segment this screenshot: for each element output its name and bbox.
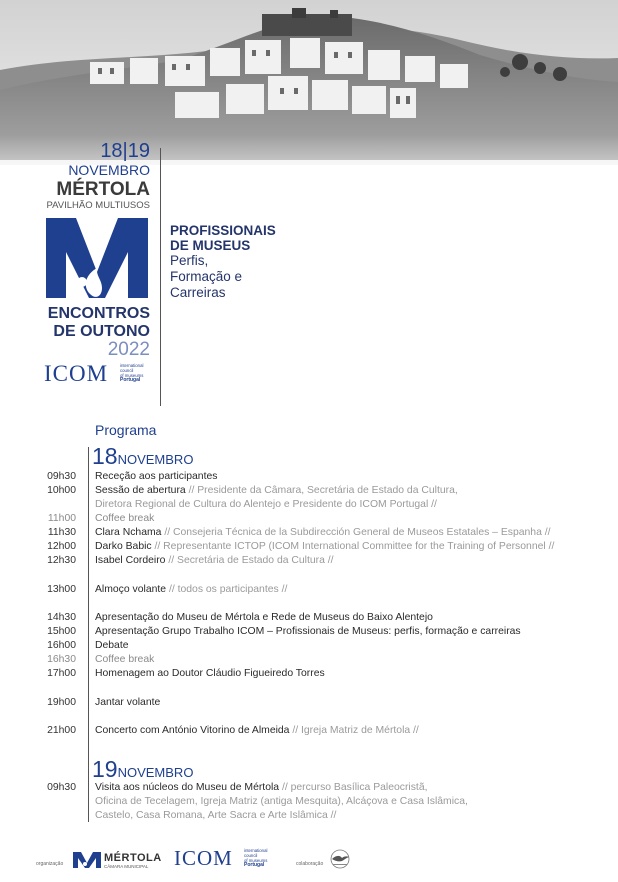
icom-tag-2: council xyxy=(120,368,134,373)
collab-label: colaboração xyxy=(296,861,324,867)
collaborator-bird-logo-icon xyxy=(326,848,354,870)
icom-logo xyxy=(44,362,108,386)
session-note: Diretora Regional de Cultura do Alentejo e Presidente do ICOM Portugal // xyxy=(95,499,437,510)
event-name-line1: ENCONTROS xyxy=(47,305,150,322)
footer-icom-tagline xyxy=(244,848,267,868)
footer-icom-tag-4: Portugal xyxy=(244,862,265,868)
session-note: // percurso Basílica Paleocristã, xyxy=(281,782,428,793)
footer-icom-wordmark: ICOM xyxy=(174,846,233,870)
session-time: 17h00 xyxy=(47,668,76,679)
session-title: Jantar volante xyxy=(95,697,161,708)
day2-month: NOVEMBRO xyxy=(117,765,194,780)
topic-subtitle-3: Carreiras xyxy=(170,285,226,300)
topic-subtitle-1: Perfis, xyxy=(170,253,209,268)
session-time: 09h30 xyxy=(47,782,76,793)
session-title: Coffee break xyxy=(95,513,155,524)
session-time: 15h00 xyxy=(47,626,76,637)
session-time: 11h00 xyxy=(47,513,76,524)
session-time: 19h00 xyxy=(47,697,76,708)
session-note: // todos os participantes // xyxy=(168,584,288,595)
session-note: // Consejeria Técnica de la Subdirección General de Museos Estatales – Espanha // xyxy=(164,527,551,538)
m-logo-icon xyxy=(42,212,152,304)
session-title: Coffee break xyxy=(95,654,155,665)
session-title: Almoço volante xyxy=(95,584,167,595)
session-title: Concerto com António Vitorino de Almeida xyxy=(95,725,290,736)
session-time: 09h30 xyxy=(47,471,76,482)
icom-tag-1: international xyxy=(120,363,144,368)
mertola-wordmark: MÉRTOLA xyxy=(104,852,162,864)
session-title: Apresentação Grupo Trabalho ICOM – Profissionais de Museus: perfis, formação e carreiras xyxy=(95,626,521,637)
programa-title: Programa xyxy=(95,422,157,438)
session-title: Isabel Cordeiro xyxy=(95,555,166,566)
event-year: 2022 xyxy=(107,339,150,360)
session-title: Visita aos núcleos do Museu de Mértola xyxy=(95,782,280,793)
session-time: 14h30 xyxy=(47,612,76,623)
event-month: NOVEMBRO xyxy=(68,162,150,178)
session-time: 10h00 xyxy=(47,485,76,496)
session-note: Castelo, Casa Romana, Arte Sacra e Arte Islâmica // xyxy=(95,810,337,821)
icom-wordmark: ICOM xyxy=(44,361,109,386)
session-note: // Representante ICTOP (ICOM International Committee for the Training of Personnel // xyxy=(154,541,555,552)
event-dates: 18|19 xyxy=(100,140,150,162)
session-title: Darko Babic xyxy=(95,541,152,552)
footer-icom-tag-1: international xyxy=(244,848,268,853)
session-time: 21h00 xyxy=(47,725,76,736)
session-title: Apresentação do Museu de Mértola e Rede de Museus do Baixo Alentejo xyxy=(95,612,433,623)
event-name-line2: DE OUTONO xyxy=(53,323,150,340)
footer-icom-tag-2: council xyxy=(244,853,258,858)
session-title: Sessão de abertura xyxy=(95,485,186,496)
session-time: 16h30 xyxy=(47,654,76,665)
session-title: Debate xyxy=(95,640,129,651)
timeline-line xyxy=(88,447,89,822)
icom-tag-4: Portugal xyxy=(120,377,141,383)
session-note: // Presidente da Câmara, Secretária de Estado da Cultura, xyxy=(188,485,458,496)
icom-tagline xyxy=(120,363,143,383)
day1-number: 18 xyxy=(92,443,118,469)
session-title: Clara Nchama xyxy=(95,527,162,538)
session-note: // Secretária de Estado da Cultura // xyxy=(168,555,334,566)
topic-subtitle-2: Formação e xyxy=(170,269,243,284)
org-label: organização xyxy=(36,861,64,867)
session-time: 12h30 xyxy=(47,555,76,566)
topic-title-1: PROFISSIONAIS xyxy=(170,223,276,238)
event-venue: PAVILHÃO MULTIUSOS xyxy=(46,200,150,211)
icom-tag-3: of museums xyxy=(120,373,144,378)
session-title: Homenagem ao Doutor Cláudio Figueiredo Torres xyxy=(95,668,325,679)
mertola-subtitle: CÂMARA MUNICIPAL xyxy=(104,864,149,869)
header-divider xyxy=(160,148,161,406)
day1-month: NOVEMBRO xyxy=(117,452,194,467)
event-city: MÉRTOLA xyxy=(56,179,150,200)
session-time: 12h00 xyxy=(47,541,76,552)
session-title: Receção aos participantes xyxy=(95,471,218,482)
footer-icom-tag-3: of museums xyxy=(244,858,268,863)
session-time: 11h30 xyxy=(47,527,76,538)
session-time: 16h00 xyxy=(47,640,76,651)
session-note: // Igreja Matriz de Mértola // xyxy=(292,725,419,736)
session-time: 13h00 xyxy=(47,584,76,595)
session-note: Oficina de Tecelagem, Igreja Matriz (antiga Mesquita), Alcáçova e Casa Islâmica, xyxy=(95,796,468,807)
day1-header xyxy=(92,444,193,472)
topic-title-2: DE MUSEUS xyxy=(170,238,251,253)
mertola-m-icon xyxy=(72,850,102,870)
day2-number: 19 xyxy=(92,756,118,782)
